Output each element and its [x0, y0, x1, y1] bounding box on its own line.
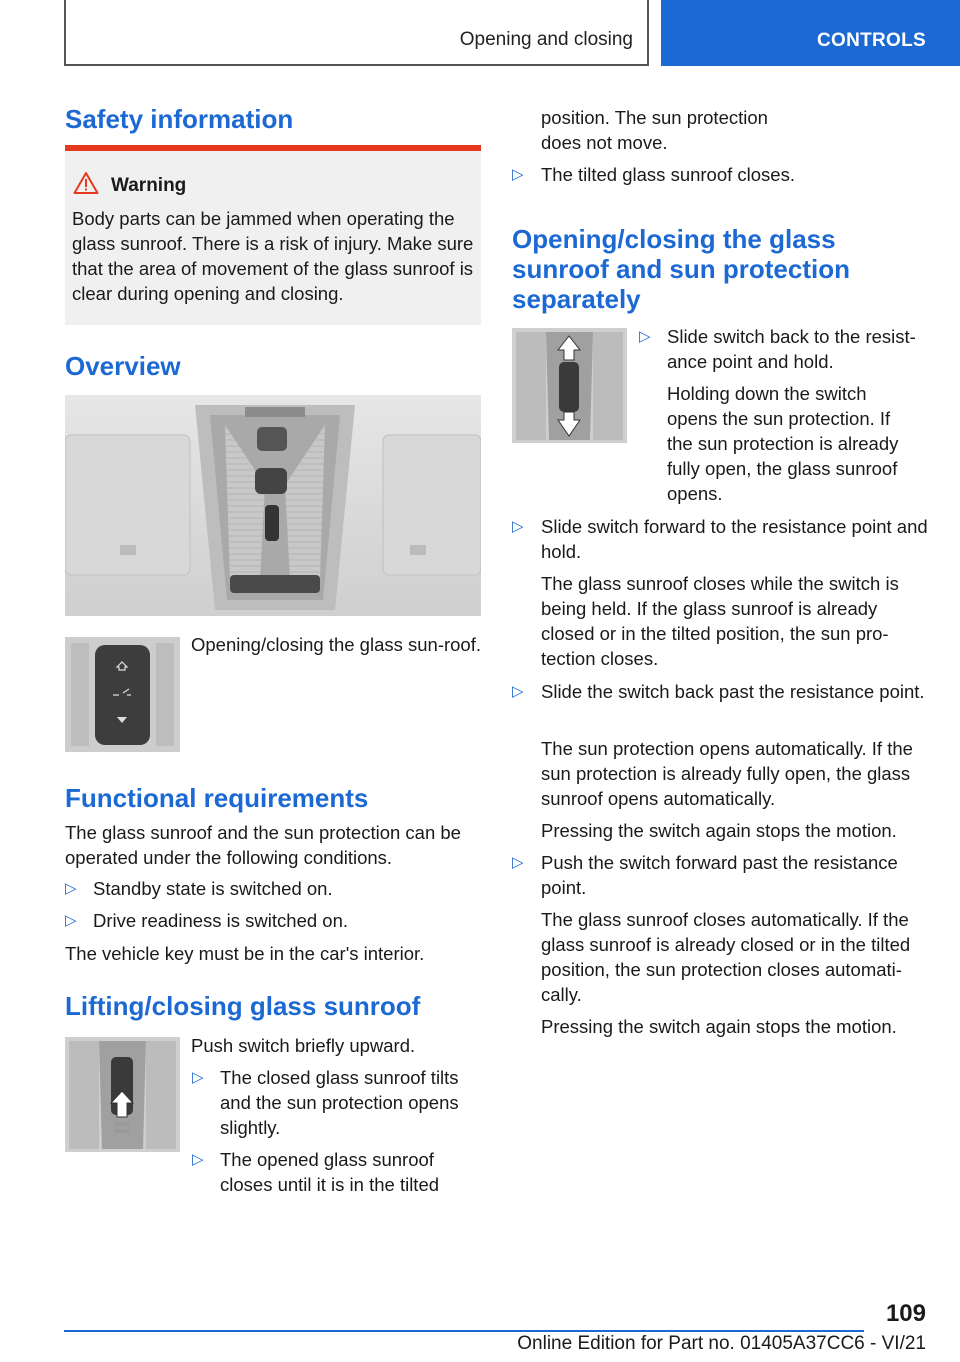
warning-body: Body parts can be jammed when operating the glass sunroof. There is a risk of injury. Make sure that the area of movement of the glass sunroof is clear during opening and closing.: [72, 208, 474, 304]
key-note: The vehicle key must be in the car's interior.: [65, 943, 425, 964]
lifting-bullet: ▷ The opened glass sunroof closes until it is in the tilted: [192, 1149, 440, 1195]
separately-note: Pressing the switch again stops the motion.: [541, 820, 897, 841]
separately-bullet: ▷ Slide switch forward to the resistance point and hold.: [512, 516, 928, 562]
bullet-triangle-icon: ▷: [192, 1069, 204, 1086]
bullet-triangle-icon: ▷: [512, 518, 524, 535]
separately-bullet: ▷ Push the switch forward past the resistance point.: [512, 852, 898, 898]
warning-box: [65, 145, 481, 325]
bullet-triangle-icon: ▷: [65, 880, 77, 897]
push-switch-upward-image: [65, 1037, 180, 1152]
warning-triangle-icon: [73, 171, 99, 195]
slide-switch-image: [512, 328, 627, 443]
warning-title: Warning: [111, 175, 187, 196]
separately-note: The sun protection opens automatically. If the sun protection is already fully open, the glass sunroof opens automatically.: [541, 738, 913, 809]
separately-note: Pressing the switch again stops the motion.: [541, 1016, 897, 1037]
functional-bullet: ▷ Standby state is switched on.: [65, 878, 333, 899]
bullet-triangle-icon: ▷: [512, 683, 524, 700]
continuation-text: position. The sun protection does not move.: [541, 107, 768, 153]
page-number: 109: [885, 1300, 926, 1327]
overhead-console-image: [65, 395, 481, 616]
footer-rule: [64, 1330, 864, 1332]
separately-bullet: ▷ Slide switch back to the resist-ance point and hold.: [639, 326, 916, 372]
header-section-box: [64, 0, 649, 66]
bullet-triangle-icon: ▷: [65, 912, 77, 929]
functional-body: The glass sunroof and the sun protection can be operated under the following conditions.: [65, 822, 461, 868]
separately-bullet: ▷ Slide the switch back past the resistance point.: [512, 681, 925, 702]
safety-heading: Safety information: [65, 104, 294, 134]
separately-note: The glass sunroof closes while the switch is being held. If the glass sunroof is already closed or in the tilted position, the sun pro-tection closes.: [541, 573, 899, 669]
header-controls-tab: [661, 0, 960, 66]
switch-caption: Opening/closing the glass sun-roof.: [191, 634, 482, 655]
lifting-bullet: ▷ The closed glass sunroof tilts and the sun protection opens slightly.: [192, 1067, 459, 1138]
separately-note: Holding down the switch opens the sun protection. If the sun protection is already fully open, the glass sunroof opens.: [667, 383, 899, 504]
footer-edition: Online Edition for Part no. 01405A37CC6 - VI/21: [517, 1333, 926, 1354]
header-section-title: Opening and closing: [459, 29, 633, 50]
bullet-triangle-icon: ▷: [512, 166, 524, 183]
lifting-heading: Lifting/closing glass sunroof: [65, 991, 421, 1021]
bullet-triangle-icon: ▷: [639, 328, 651, 345]
sunroof-switch-image: [65, 637, 180, 752]
bullet-triangle-icon: ▷: [512, 854, 524, 871]
functional-bullet: ▷ Drive readiness is switched on.: [65, 910, 348, 931]
lifting-intro: Push switch briefly upward.: [191, 1035, 416, 1056]
separately-heading: Opening/closing the glass sunroof and sun protection separately: [512, 224, 850, 314]
header-tab-label: CONTROLS: [816, 30, 926, 51]
separately-note: The glass sunroof closes automatically. If the glass sunroof is already closed or in the tilted position, the sun protection closes automati-cally.: [541, 909, 911, 1005]
bullet-triangle-icon: ▷: [192, 1151, 204, 1168]
overview-heading: Overview: [65, 351, 181, 381]
tilted-bullet: ▷ The tilted glass sunroof closes.: [512, 164, 795, 185]
functional-heading: Functional requirements: [65, 783, 369, 813]
